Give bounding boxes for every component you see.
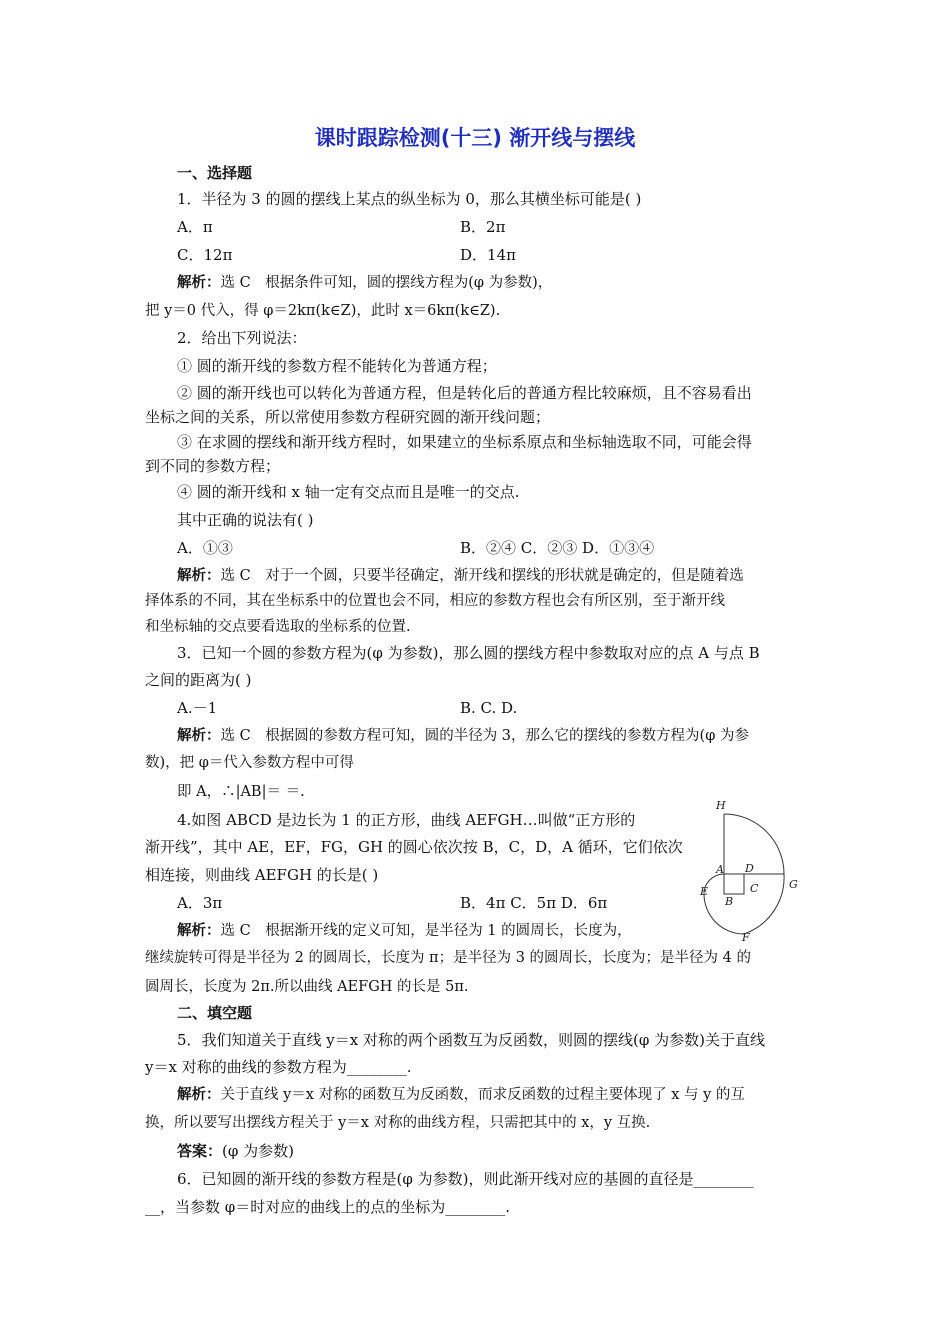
q5-answer-text: (φ 为参数) [222,1142,294,1160]
solution-label: 解析： [177,727,221,744]
fig-label-h: H [716,799,726,812]
q5-solution-1 [177,1085,745,1105]
solution-label: 解析： [177,1086,221,1103]
q1-option-c: C．12π [177,246,233,264]
q3-option-a: A.－1 [177,699,218,717]
q3-stem-2: 之间的距离为( ) [145,671,252,689]
q3-option-bcd: B. C. D. [460,699,518,717]
q2-statement-4: ④ 圆的渐开线和 x 轴一定有交点而且是唯一的交点. [177,483,520,501]
q1-stem: 1．半径为 3 的圆的摆线上某点的纵坐标为 0，那么其横坐标可能是( ) [177,190,642,208]
q4-stem-1: 4.如图 ABCD 是边长为 1 的正方形，曲线 AEFGH…叫做“正方形的 [177,811,636,829]
q2-statement-3b: 到不同的参数方程； [145,457,281,475]
q1-option-d: D．14π [460,246,516,264]
q1-options-cd [177,245,777,265]
q3-solution-2: 数)，把 φ＝代入参数方程中可得 [145,755,354,771]
q1-option-a: A．π [177,218,213,236]
q2-statement-2a: ② 圆的渐开线也可以转化为普通方程，但是转化后的普通方程比较麻烦，且不容易看出 [177,384,752,402]
q2-stem: 2．给出下列说法： [177,329,307,347]
q4-solution-3: 圆周长，长度为 2π.所以曲线 AEFGH 的长是 5π. [145,979,469,995]
q3-solution-text-1: 选 C 根据圆的参数方程可知，圆的半径为 3，那么它的摆线的参数方程为(φ 为参 [220,728,749,744]
q1-options-ab [177,217,777,237]
solution-label: 解析： [177,922,221,939]
q5-solution-2: 换，所以要写出摆线方程关于 y＝x 对称的曲线方程，只需把其中的 x，y 互换. [145,1115,651,1131]
q2-option-bcd: B．②④ C．②③ D．①③④ [460,539,655,557]
q4-stem-2: 渐开线”，其中 AE，EF，FG，GH 的圆心依次按 B，C，D，A 循环，它们依次 [145,838,683,856]
fig-label-b: B [725,895,734,908]
q4-options [177,893,777,913]
section-choice: 一、选择题 [177,164,253,182]
q3-stem-1: 3．已知一个圆的参数方程为(φ 为参数)，那么圆的摆线方程中参数取对应的点 A 与点 B [177,644,760,662]
fig-label-e: E [700,885,709,898]
q3-solution-1 [177,726,749,746]
q4-option-bcd: B．4π C．5π D．6π [460,894,608,912]
q5-stem-1: 5．我们知道关于直线 y＝x 对称的两个函数互为反函数，则圆的摆线(φ 为参数)关于直线 [177,1031,765,1049]
q1-solution-1 [177,273,552,293]
q6-stem-1: 6．已知圆的渐开线的参数方程是(φ 为参数)，则此渐开线对应的基圆的直径是________ [177,1170,754,1188]
q5-answer [177,1141,294,1161]
q2-ask: 其中正确的说法有( ) [177,511,314,529]
q2-statement-2b: 坐标之间的关系，所以常使用参数方程研究圆的渐开线问题； [145,408,551,426]
square-involute-figure [698,795,808,945]
q6-stem-2: __，当参数 φ＝时对应的曲线上的点的坐标为________. [145,1198,511,1216]
q4-option-a: A．3π [177,894,223,912]
fig-label-g: G [789,878,798,891]
q2-statement-1: ① 圆的渐开线的参数方程不能转化为普通方程； [177,357,497,375]
fig-label-d: D [745,862,754,875]
q2-solution-2: 择体系的不同，其在坐标系中的位置也会不同，相应的参数方程也会有所区别，至于渐开线 [145,593,725,609]
q4-stem-3: 相连接，则曲线 AEFGH 的长是( ) [145,866,379,884]
q4-solution-2: 继续旋转可得是半径为 2 的圆周长，长度为 π；是半径为 3 的圆周长，长度为；是半径为 4 的 [145,950,751,966]
q2-solution-1 [177,566,744,586]
q3-options [177,698,777,718]
section-fill-in: 二、填空题 [177,1004,253,1022]
q4-solution-text-1: 选 C 根据渐开线的定义可知，是半径为 1 的圆周长，长度为， [220,923,632,939]
answer-label: 答案： [177,1142,223,1160]
q2-options [177,538,777,558]
fig-label-f: F [742,931,750,944]
q2-statement-3a: ③ 在求圆的摆线和渐开线方程时，如果建立的坐标系原点和坐标轴选取不同，可能会得 [177,433,752,451]
q4-solution-1 [177,921,632,941]
q1-solution-2: 把 y＝0 代入，得 φ＝2kπ(k∈Z)，此时 x＝6kπ(k∈Z). [145,303,501,319]
q2-solution-3: 和坐标轴的交点要看选取的坐标系的位置. [145,619,411,635]
q1-solution-text-1: 选 C 根据条件可知，圆的摆线方程为(φ 为参数)， [220,275,553,291]
q2-solution-text-1: 选 C 对于一个圆，只要半径确定，渐开线和摆线的形状就是确定的，但是随着选 [220,568,744,584]
page-title: 课时跟踪检测(十三) 渐开线与摆线 [314,126,636,150]
fig-label-a: A [716,863,724,876]
q1-option-b: B．2π [460,218,506,236]
solution-label: 解析： [177,274,221,291]
q5-solution-text-1: 关于直线 y＝x 对称的函数互为反函数，而求反函数的过程主要体现了 x 与 y 的互 [220,1087,745,1103]
q3-solution-3: 即 A，∴|AB|＝ ＝. [177,784,305,800]
fig-label-c: C [750,882,759,895]
solution-label: 解析： [177,567,221,584]
q5-stem-2: y＝x 对称的曲线的参数方程为________. [145,1058,412,1076]
q2-option-a: A．①③ [177,539,233,557]
